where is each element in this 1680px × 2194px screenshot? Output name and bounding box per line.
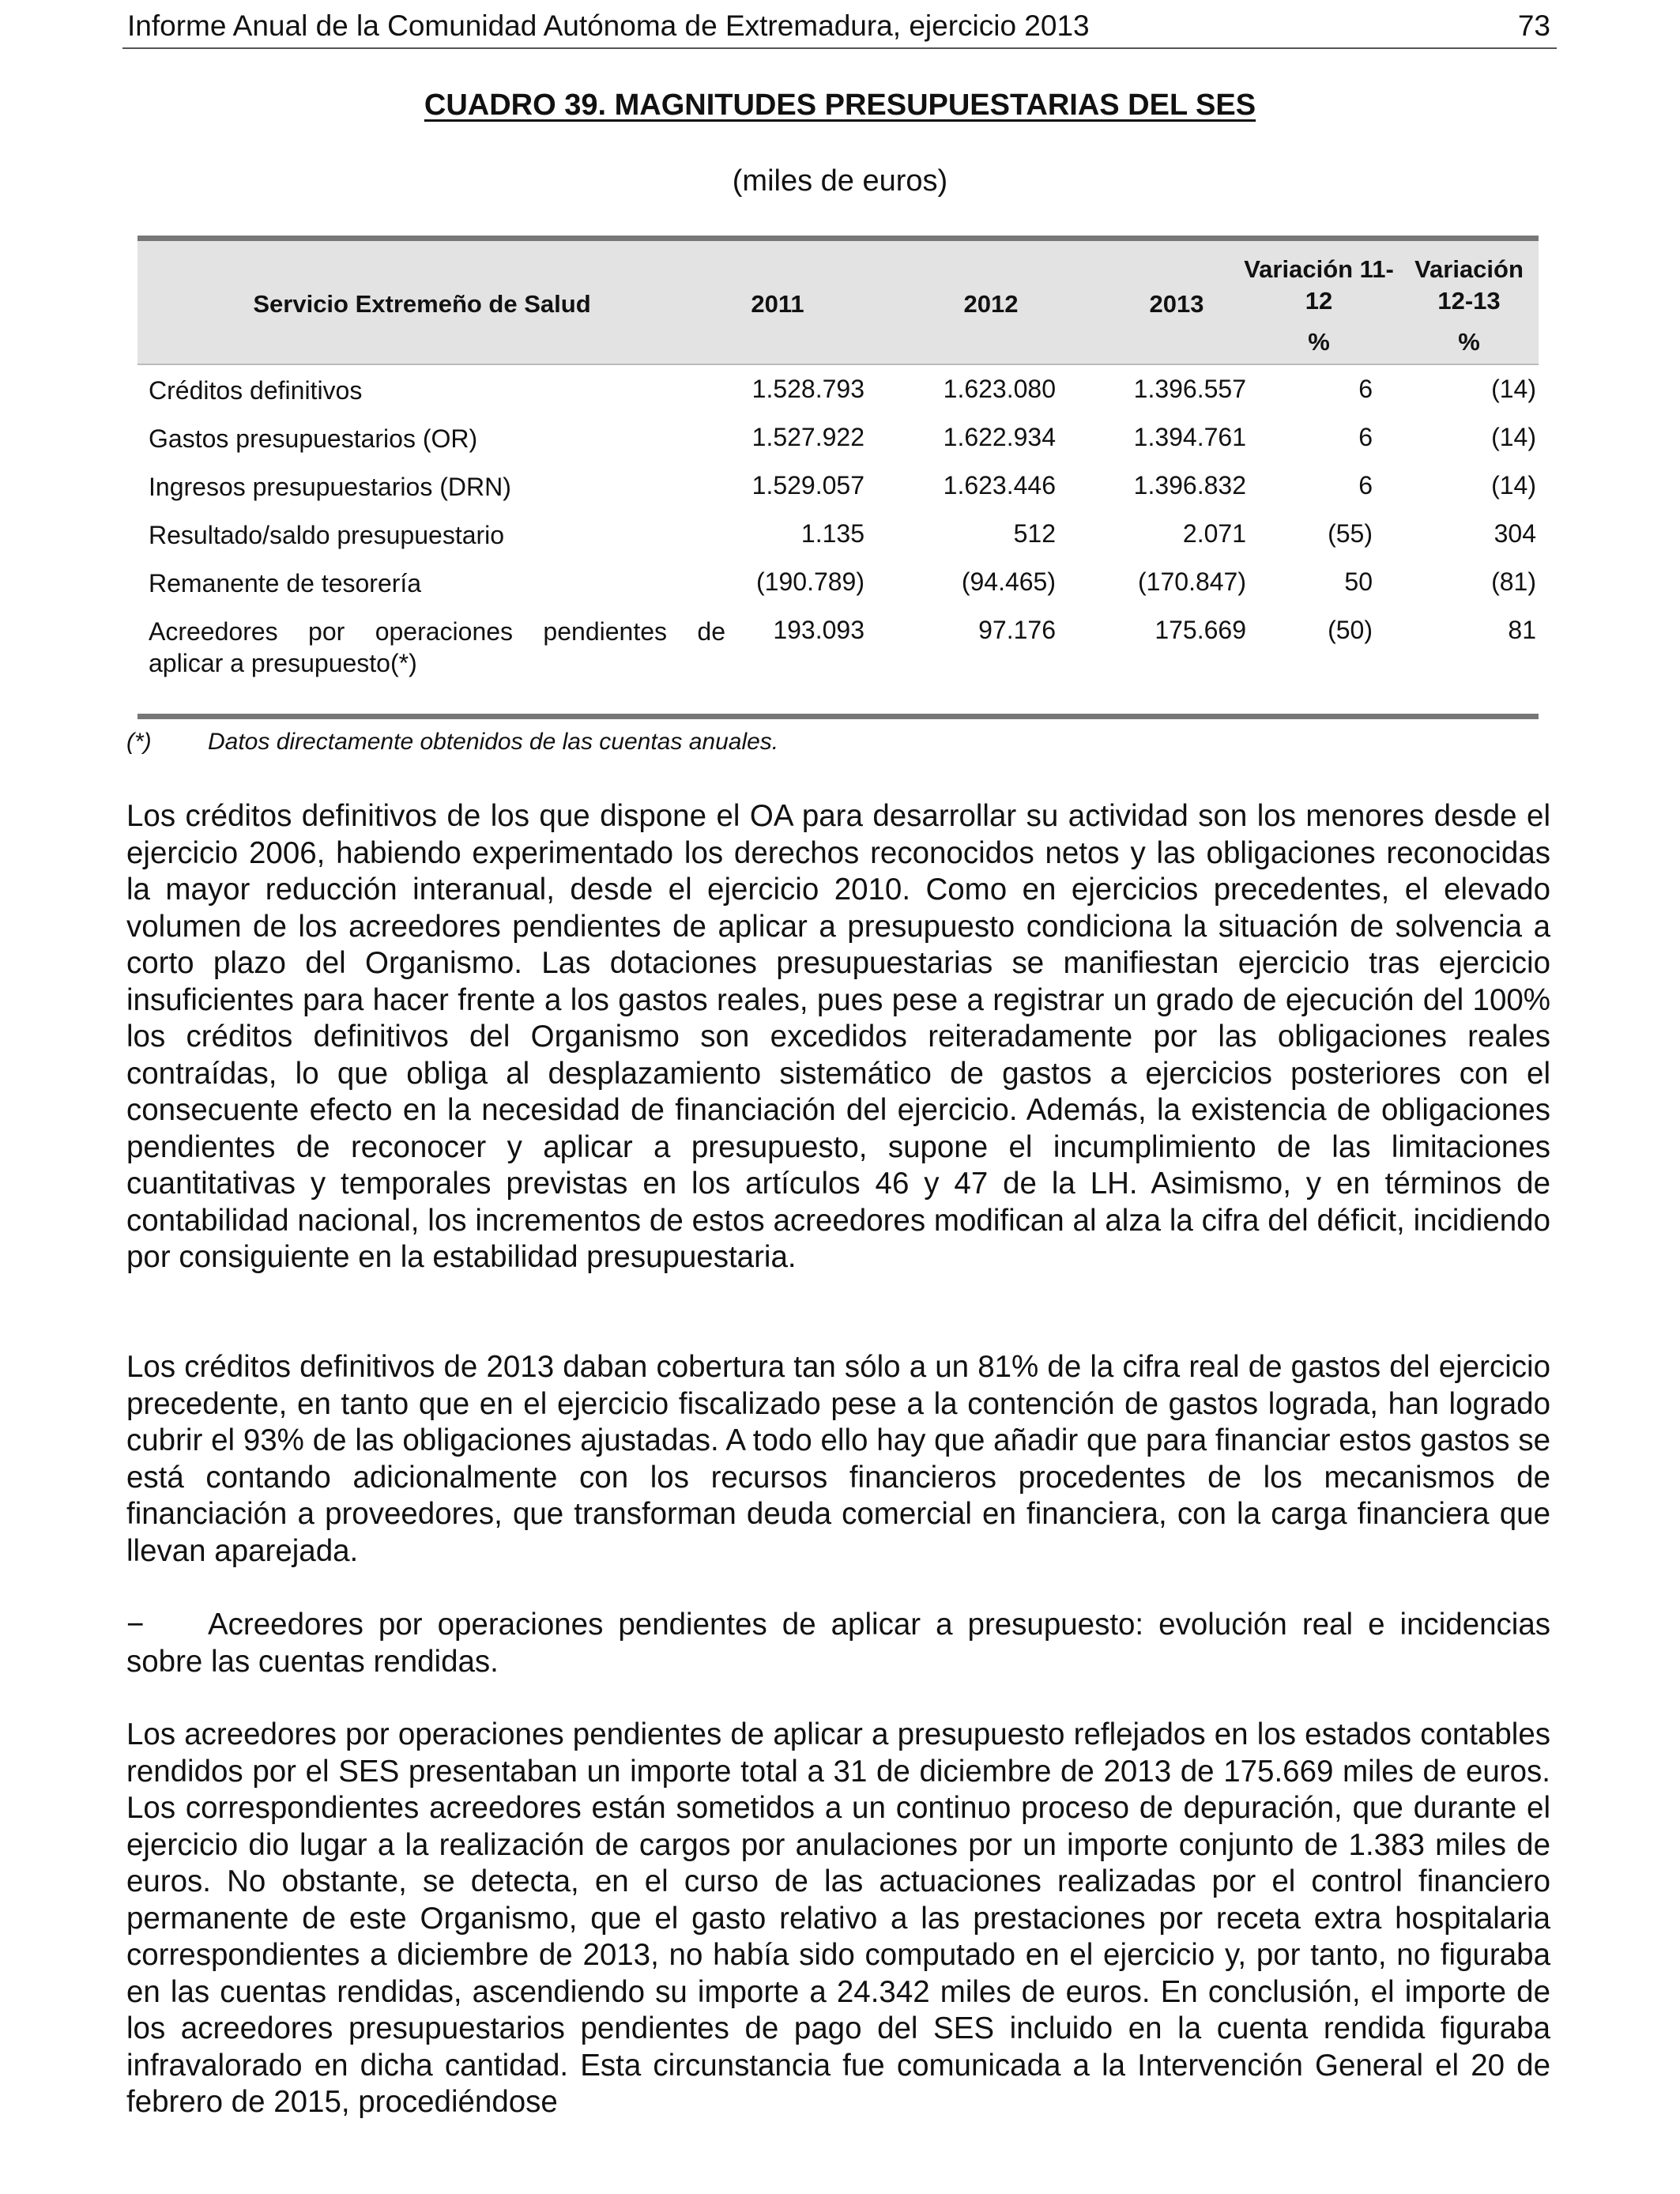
paragraph-3: Los acreedores por operaciones pendientes de aplicar a presupuesto reflejados en los estados contables rendidos por el SES presentaban un importe total a 31 de diciembre de 2013 de 175.669 miles de euros. Los correspondientes acreedores están sometidos a un continuo proceso de depuración, que durante el ejercicio dio lugar a la realización de cargos por anulaciones por un importe conjunto de 1.383 miles de euros. No obstante, se detecta, en el curso de las actuaciones realizadas por el control financiero permanente de este Organismo, que el gasto relativo a las prestaciones por receta extra hospitalaria correspondientes a diciembre de 2013, no había sido computado en el ejercicio y, por tanto, no figuraba en las cuentas rendidas, ascendiendo su importe a 24.342 miles de euros. En conclusión, el importe de los acreedores presupuestarios pendientes de pago del SES incluido en la cuenta rendida figuraba infravalorado en dicha cantidad. Esta circunstancia fue comunicada a la Intervención General el 20 de febrero de 2015, procediéndose [126,1717,1550,2119]
cell-2011: (190.789) [756,567,864,596]
cell-2012: 512 [1013,519,1056,548]
cell-2012: 1.623.446 [943,471,1056,499]
cell-2012: 1.623.080 [943,375,1056,403]
paragraph-2: Los créditos definitivos de 2013 daban cobertura tan sólo a un 81% de la cifra real de gastos del ejercicio precedente, en tanto que en el ejercicio fiscalizado pese a la contención de gastos lograda, han logrado cubrir el 93% de las obligaciones ajustadas. A todo ello hay que añadir que para financiar estos gastos se está contando adicionalmente con los recursos financieros procedentes de los mecanismos de financiación a proveedores, que transforman deuda comercial en financiera, con la carga financiera que llevan aparejada. [126,1350,1550,1568]
table-row [137,510,1539,558]
cell-var-11-12: (50) [1328,616,1373,644]
page-header [122,6,1557,49]
cell-var-12-13: (81) [1491,567,1536,596]
cell-var-12-13: (14) [1491,471,1536,499]
footnote-text: Datos directamente obtenidos de las cuentas anuales. [208,729,779,755]
dash-list-item [126,1607,1550,1680]
cell-2013: 175.669 [1155,616,1246,644]
cell-2013: (170.847) [1138,567,1246,596]
table-units: (miles de euros) [732,164,948,198]
cell-var-11-12: 6 [1358,423,1373,451]
header-pct-2: % [1458,328,1480,356]
cell-2012: 1.622.934 [943,423,1056,451]
table-row [137,462,1539,510]
row-label: Resultado/saldo presupuestario [149,521,505,549]
budget-table [137,236,1539,719]
cell-2013: 1.396.832 [1133,471,1246,499]
cell-var-11-12: (55) [1328,519,1373,548]
cell-var-12-13: (14) [1491,423,1536,451]
header-entity: Servicio Extremeño de Salud [253,290,591,318]
cell-2011: 1.529.057 [751,471,864,499]
header-variation-11-12: Variación 11-12 [1244,255,1394,315]
row-label-line-1: Acreedores por operaciones pendientes de [149,617,725,646]
table-bottom-rule [137,685,1539,719]
cell-var-11-12: 50 [1344,567,1373,596]
table-row [137,558,1539,606]
row-label [149,616,725,679]
cell-2013: 2.071 [1182,519,1246,548]
header-2012: 2012 [963,290,1019,318]
header-variation-12-13: Variación 12-13 [1414,255,1524,315]
footnote-mark: (*) [126,729,152,755]
report-title: Informe Anual de la Comunidad Autónoma de Extremadura, ejercicio 2013 [127,9,1090,42]
cell-2013: 1.396.557 [1133,375,1246,403]
cell-2011: 193.093 [773,616,864,644]
cell-2012: (94.465) [961,567,1056,596]
row-label-line-2: aplicar a presupuesto(*) [149,649,417,677]
cell-2011: 1.528.793 [751,375,864,403]
cell-var-11-12: 6 [1358,375,1373,403]
dash-bullet: − [126,1608,145,1642]
table-row [137,606,1539,685]
header-2013: 2013 [1149,290,1204,318]
table-row [137,365,1539,413]
row-label: Ingresos presupuestarios (DRN) [149,473,511,501]
paragraph-1: Los créditos definitivos de los que dispone el OA para desarrollar su actividad son los menores desde el ejercicio 2006, habiendo experimentado los derechos reconocidos netos y las obligaciones reconocidas la mayor reducción interanual, desde el ejercicio 2010. Como en ejercicios precedentes, el elevado volumen de los acreedores pendientes de aplicar a presupuesto condiciona la situación de solvencia a corto plazo del Organismo. Las dotaciones presupuestarias se manifiestan ejercicio tras ejercicio insuficientes para hacer frente a los gastos reales, pues pese a registrar un grado de ejecución del 100% los créditos definitivos del Organismo son excedidos reiteradamente por las obligaciones reales contraídas, lo que obliga al desplazamiento sistemático de gastos a ejercicios posteriores con el consecuente efecto en la necesidad de financiación del ejercicio. Además, la existencia de obligaciones pendientes de reconocer y aplicar a presupuesto, supone el incumplimiento de las limitaciones cuantitativas y temporales previstas en los artículos 46 y 47 de la LH. Asimismo, y en términos de contabilidad nacional, los incrementos de estos acreedores modifican al alza la cifra del déficit, incidiendo por consiguiente en la estabilidad presupuestaria. [126,799,1550,1274]
cell-var-11-12: 6 [1358,471,1373,499]
cell-2013: 1.394.761 [1133,423,1246,451]
row-label: Remanente de tesorería [149,569,422,598]
cell-var-12-13: 81 [1508,616,1536,644]
header-2011: 2011 [751,290,804,318]
dash-item-text: Acreedores por operaciones pendientes de aplicar a presupuesto: evolución real e incidencias sobre las cuentas rendidas. [126,1608,1550,1679]
row-label: Gastos presupuestarios (OR) [149,424,478,453]
cell-var-12-13: 304 [1494,519,1536,548]
page-number: 73 [1517,9,1550,42]
table-row [137,413,1539,462]
row-label: Créditos definitivos [149,376,363,405]
table-caption: CUADRO 39. MAGNITUDES PRESUPUESTARIAS DEL SES [424,89,1256,122]
table-header [137,236,1539,365]
header-pct-1: % [1308,328,1330,356]
cell-var-12-13: (14) [1491,375,1536,403]
cell-2012: 97.176 [978,616,1056,644]
cell-2011: 1.135 [800,519,864,548]
cell-2011: 1.527.922 [751,423,864,451]
